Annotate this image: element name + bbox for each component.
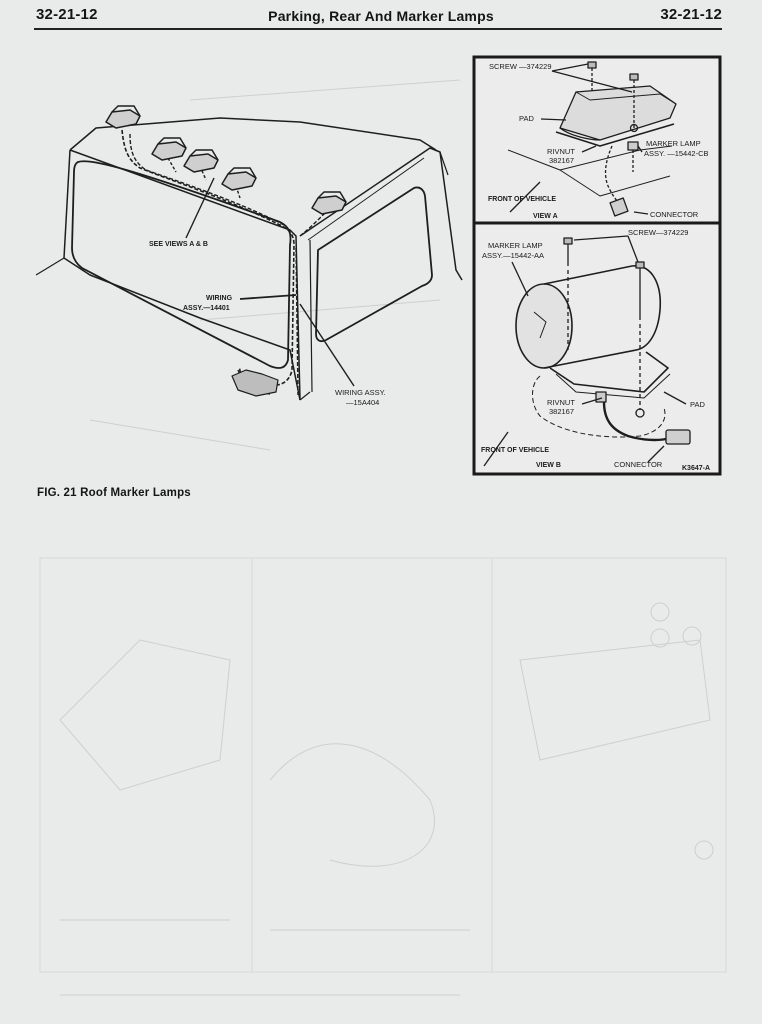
page-number-right: 32-21-12 [660, 6, 722, 23]
view-a-label-front: FRONT OF VEHICLE [488, 196, 557, 203]
view-b-label-marker-lamp: MARKER LAMP [488, 241, 543, 250]
view-b-label-rivnut-no: 382167 [549, 407, 575, 416]
view-b-label-code: K3647-A [682, 465, 711, 472]
windshield-glass [72, 161, 291, 368]
truck-cab-drawing [36, 106, 462, 400]
leader-wiring-1 [240, 295, 296, 299]
view-a-label-marker-lamp-no: ASSY. —15442-CB [644, 149, 709, 158]
wiring-connector-cluster [232, 370, 278, 396]
view-a-rivnut [628, 142, 638, 150]
label-see-views: SEE VIEWS A & B [149, 241, 208, 248]
view-b-rivnut [596, 392, 606, 402]
label-wiring-2b: —15A404 [346, 398, 380, 407]
view-a-label-connector: CONNECTOR [650, 210, 699, 219]
view-b-label-connector: CONNECTOR [614, 460, 663, 469]
view-b-label-view: VIEW B [536, 462, 561, 469]
view-a-label-screw: SCREW —374229 [489, 62, 552, 71]
view-a-label-view: VIEW A [533, 213, 558, 220]
label-wiring-1b: ASSY.—14401 [183, 305, 230, 312]
label-wiring-2: WIRING ASSY. [335, 388, 386, 397]
view-a-label-rivnut-no: 382167 [549, 156, 575, 165]
view-b-label-front: FRONT OF VEHICLE [481, 447, 550, 454]
view-a-label-marker-lamp: MARKER LAMP [646, 139, 701, 148]
leader-wiring-2 [300, 304, 354, 386]
view-b-label-screw: SCREW—374229 [628, 228, 689, 237]
page-title: Parking, Rear And Marker Lamps [268, 8, 494, 24]
roof-lamp [222, 168, 256, 190]
roof-lamp [106, 106, 140, 128]
figure-caption: FIG. 21 Roof Marker Lamps [37, 487, 191, 499]
view-a-panel [474, 57, 720, 223]
view-a-label-rivnut: RIVNUT [547, 147, 575, 156]
roof-lamp [312, 192, 346, 214]
page-number-left: 32-21-12 [36, 6, 98, 23]
roof-lamp [184, 150, 218, 172]
view-a-label-pad: PAD [519, 114, 534, 123]
view-b-connector [666, 430, 690, 444]
view-b-label-pad: PAD [690, 400, 705, 409]
view-b-label-rivnut: RIVNUT [547, 398, 575, 407]
roof-line [70, 150, 300, 400]
view-b-panel [474, 223, 720, 474]
view-b-label-marker-lamp-no: ASSY.—15442-AA [482, 251, 544, 260]
roof-lamp [152, 138, 186, 160]
label-wiring-1: WIRING [206, 295, 233, 302]
